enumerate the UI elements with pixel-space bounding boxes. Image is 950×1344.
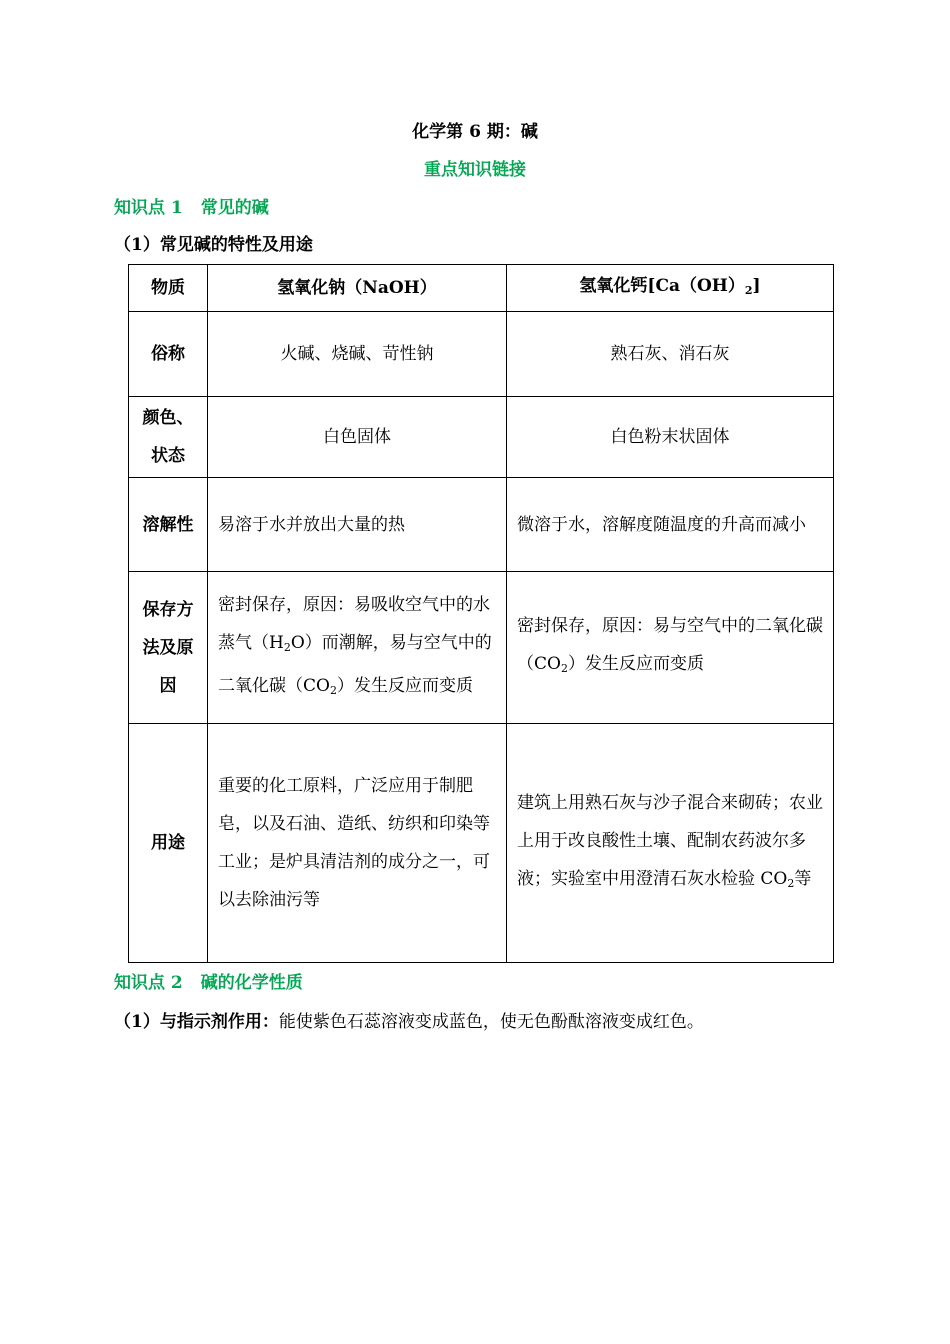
indicator-text: 能使紫色石蕊溶液变成蓝色，使无色酚酞溶液变成红色。 [278,1012,704,1032]
table-row [129,312,834,397]
naoh-storage-text-a: 密封保存，原因：易吸收空气中的水蒸气（H [218,594,490,653]
row-label-solubility: 溶解性 [129,478,208,572]
knowledge-point-2-heading [114,971,303,995]
indicator-label: （1）与指示剂作用： [114,1012,279,1032]
row-label-storage: 保存方法及原因 [129,572,208,724]
cell-naoh-color-state: 白色固体 [208,397,507,478]
caoh2-uses-text-b: 等 [794,868,812,889]
cell-naoh-solubility: 易溶于水并放出大量的热 [208,478,507,572]
knowledge-point-2-title: 碱的化学性质 [200,973,303,993]
cell-caoh2-color-state: 白色粉末状固体 [507,397,834,478]
header-naoh: 氢氧化钠（NaOH） [208,265,507,312]
header-caoh2-subscript: 2 [744,283,753,297]
table-header-row [129,265,834,312]
cell-naoh-common-name: 火碱、烧碱、苛性钠 [208,312,507,397]
caoh2-uses-subscript: 2 [787,876,795,890]
caoh2-storage-text-a: 密封保存，原因：易与空气中的二氧化碳（CO [517,616,823,674]
subsection-heading: （1）常见碱的特性及用途 [114,235,313,255]
row-label-uses: 用途 [129,724,208,963]
cell-caoh2-uses [507,724,834,963]
page-title: 化学第 6 期：碱 [412,122,538,142]
table-row [129,572,834,724]
knowledge-point-1-number: 知识点 1 [114,198,183,218]
caoh2-storage-text-b: ）发生反应而变质 [567,654,704,674]
naoh-storage-text-b: O）而潮解，易与空气中的二氧化碳（CO [218,632,492,696]
caoh2-uses-text-a: 建筑上用熟石灰与沙子混合来砌砖；农业上用于改良酸性土壤、配制农药波尔多液；实验室中用澄清石灰水检验 CO [517,792,823,889]
caoh2-storage-subscript: 2 [560,662,568,675]
knowledge-point-2-number: 知识点 2 [114,973,183,993]
cell-caoh2-storage [507,572,834,724]
row-label-color-state: 颜色、状态 [129,397,208,478]
indicator-paragraph [114,1010,704,1034]
table-row [129,724,834,963]
cell-caoh2-solubility: 微溶于水，溶解度随温度的升高而减小 [507,478,834,572]
header-caoh2-text: 氢氧化钙[Ca（OH） [579,275,745,296]
section-title: 重点知识链接 [424,160,526,180]
knowledge-point-1-title: 常见的碱 [200,198,269,218]
row-label-common-name: 俗称 [129,312,208,397]
cell-caoh2-common-name: 熟石灰、消石灰 [507,312,834,397]
knowledge-point-1-heading [114,196,269,220]
header-caoh2-bracket: ] [752,275,761,296]
base-properties-table [128,264,834,963]
naoh-storage-subscript-1: 2 [283,640,291,654]
naoh-storage-subscript-2: 2 [329,683,337,697]
cell-naoh-storage [208,572,507,724]
header-caoh2 [507,265,834,312]
header-substance: 物质 [129,265,208,312]
table-row [129,397,834,478]
table-row [129,478,834,572]
naoh-storage-text-c: ）发生反应而变质 [336,675,473,696]
cell-naoh-uses: 重要的化工原料，广泛应用于制肥皂，以及石油、造纸、纺织和印染等工业；是炉具清洁剂的成分之一，可以去除油污等 [208,724,507,963]
